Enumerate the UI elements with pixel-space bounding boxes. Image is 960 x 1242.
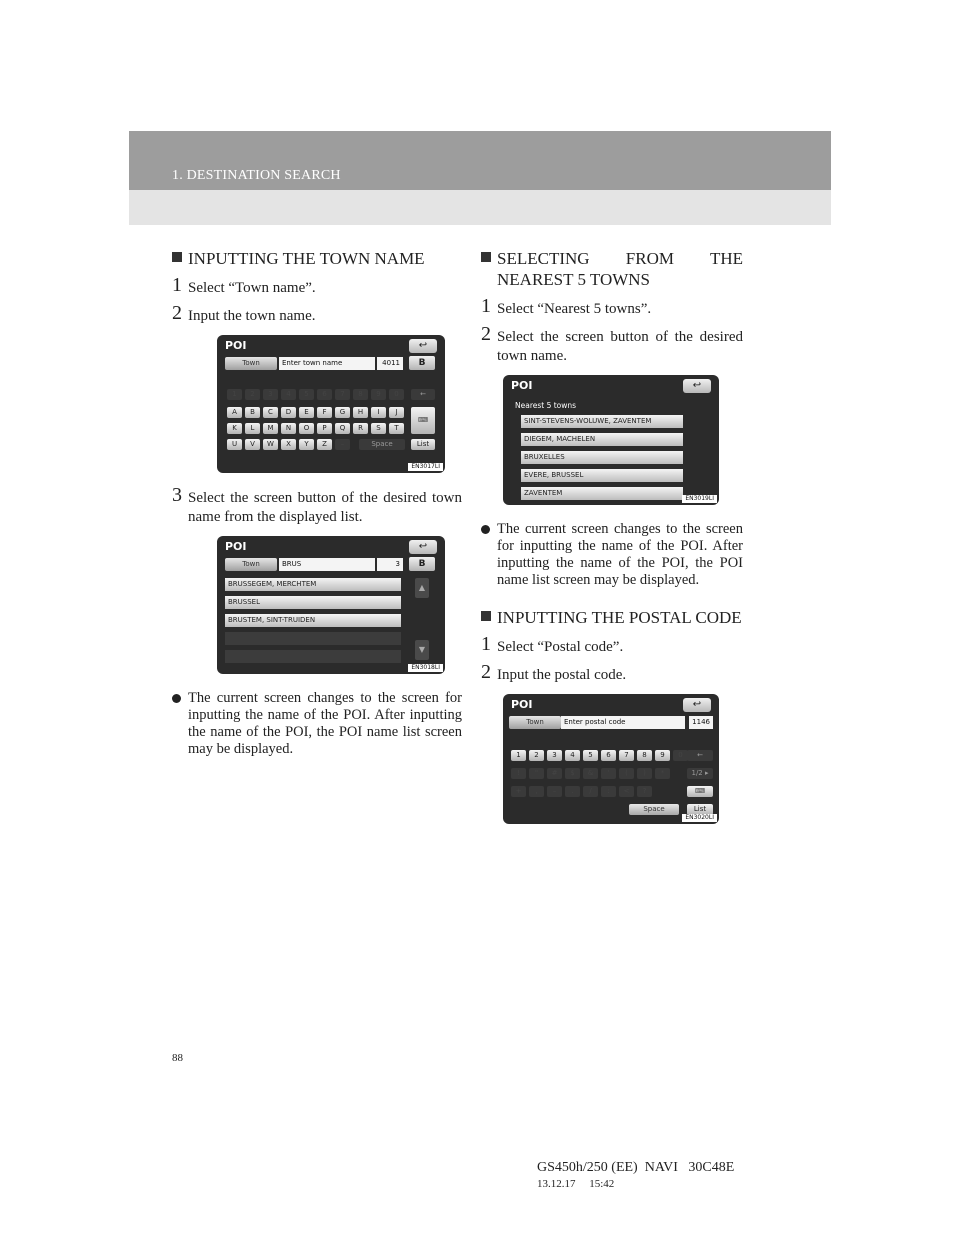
key[interactable]: E bbox=[299, 407, 314, 418]
town-button[interactable]: SINT-STEVENS-WOLUWE, ZAVENTEM bbox=[521, 415, 683, 428]
digit-row bbox=[511, 750, 688, 761]
town-button[interactable]: Town bbox=[225, 558, 277, 571]
key[interactable]: R bbox=[353, 423, 368, 434]
screen-title: POI bbox=[511, 379, 533, 392]
figure-code: EN3018LI bbox=[408, 664, 443, 672]
town-button[interactable]: Town bbox=[225, 357, 277, 370]
town-button[interactable]: Town bbox=[509, 716, 561, 729]
list-item-empty bbox=[225, 650, 401, 663]
key[interactable]: G bbox=[335, 407, 350, 418]
backspace-icon[interactable]: ← bbox=[411, 389, 435, 400]
key[interactable]: 1 bbox=[227, 389, 242, 400]
figure-code: EN3019LI bbox=[682, 495, 717, 503]
key[interactable]: B bbox=[245, 407, 260, 418]
key[interactable]: X bbox=[281, 439, 296, 450]
space-button[interactable]: Space bbox=[629, 804, 679, 815]
heading-postal-code: INPUTTING THE POSTAL CODE bbox=[481, 607, 743, 628]
key[interactable]: N bbox=[281, 423, 296, 434]
list-item[interactable]: BRUSSEGEM, MERCHTEM bbox=[225, 578, 401, 591]
key[interactable]: . bbox=[565, 786, 580, 797]
key[interactable]: 7 bbox=[335, 389, 350, 400]
key[interactable]: # bbox=[547, 768, 562, 779]
key[interactable]: , bbox=[529, 786, 544, 797]
screen-title: POI bbox=[225, 540, 247, 553]
key[interactable]: 9 bbox=[655, 750, 670, 761]
symbol-row-2 bbox=[511, 786, 652, 797]
list-button[interactable]: List bbox=[687, 804, 713, 815]
key[interactable]: V bbox=[245, 439, 260, 450]
step-2: 2 Select the screen button of the desired town name. bbox=[481, 323, 743, 364]
key[interactable]: 1 bbox=[511, 750, 526, 761]
key[interactable]: 3 bbox=[547, 750, 562, 761]
digit-row bbox=[227, 389, 404, 400]
left-column bbox=[172, 248, 462, 768]
key[interactable]: L bbox=[245, 423, 260, 434]
step-3: 3 Select the screen button of the desired town name from the displayed list. bbox=[172, 484, 462, 525]
key[interactable]: 6 bbox=[317, 389, 332, 400]
postal-code-input[interactable]: Enter postal code bbox=[561, 716, 685, 729]
key[interactable]: Z bbox=[317, 439, 332, 450]
key[interactable]: Q bbox=[335, 423, 350, 434]
screen-title: POI bbox=[225, 339, 247, 352]
key[interactable]: / bbox=[583, 786, 598, 797]
key[interactable]: * bbox=[655, 768, 670, 779]
key[interactable]: D bbox=[281, 407, 296, 418]
key[interactable]: 0 bbox=[389, 389, 404, 400]
page-toggle-button[interactable]: 1/2 ▸ bbox=[687, 768, 713, 779]
key[interactable]: $ bbox=[565, 768, 580, 779]
back-icon[interactable]: ↩ bbox=[409, 339, 437, 353]
bullet-dot-icon bbox=[172, 694, 181, 703]
key[interactable]: ( bbox=[619, 768, 634, 779]
alphabet-toggle-button[interactable]: B bbox=[409, 557, 435, 571]
screen-subtitle: Nearest 5 towns bbox=[515, 401, 577, 410]
step-1: 1 Select “Nearest 5 towns”. bbox=[481, 295, 652, 317]
result-count: 1146 bbox=[689, 716, 713, 729]
result-count: 3 bbox=[377, 558, 403, 571]
screenshot-postal-code-entry bbox=[503, 694, 719, 824]
key[interactable]: < bbox=[619, 786, 634, 797]
screenshot-nearest-towns bbox=[503, 375, 719, 505]
heading-nearest-towns: SELECTING FROM THE NEAREST 5 TOWNS bbox=[481, 248, 743, 290]
step-1: 1 Select “Town name”. bbox=[172, 274, 316, 296]
keyboard-icon[interactable]: ⌨ bbox=[687, 786, 713, 797]
key[interactable]: T bbox=[389, 423, 404, 434]
heading-town-name: INPUTTING THE TOWN NAME bbox=[172, 248, 462, 269]
note-bullet: The current screen changes to the screen for inputting the name of the POI. After inputting the name of the POI, the POI name list screen may be displayed. bbox=[481, 521, 743, 589]
key[interactable]: ' bbox=[601, 768, 616, 779]
symbol-row-1 bbox=[511, 768, 670, 779]
key[interactable]: A bbox=[227, 407, 242, 418]
keyboard-icon[interactable]: ⌨ bbox=[411, 407, 435, 434]
key[interactable]: U bbox=[227, 439, 242, 450]
key[interactable]: 2 bbox=[245, 389, 260, 400]
key[interactable]: Y bbox=[299, 439, 314, 450]
space-button[interactable]: Space bbox=[359, 439, 405, 450]
key[interactable]: 6 bbox=[601, 750, 616, 761]
scroll-down-icon[interactable]: ▼ bbox=[415, 640, 429, 660]
key[interactable]: I bbox=[371, 407, 386, 418]
key[interactable]: C bbox=[263, 407, 278, 418]
key[interactable]: S bbox=[371, 423, 386, 434]
screenshot-town-entry bbox=[217, 335, 445, 473]
figure-code: EN3017LI bbox=[408, 463, 443, 471]
scroll-up-icon[interactable]: ▲ bbox=[415, 578, 429, 598]
list-item[interactable]: BRUSTEM, SINT-TRUIDEN bbox=[225, 614, 401, 627]
bullet-dot-icon bbox=[481, 525, 490, 534]
key[interactable]: ) bbox=[637, 768, 652, 779]
alphabet-toggle-button[interactable]: B bbox=[409, 356, 435, 370]
back-icon[interactable]: ↩ bbox=[683, 379, 711, 393]
header-subband bbox=[129, 190, 831, 225]
step-2: 2 Input the postal code. bbox=[481, 661, 627, 683]
town-button[interactable]: EVERE, BRUSSEL bbox=[521, 469, 683, 482]
key[interactable]: 8 bbox=[637, 750, 652, 761]
backspace-icon[interactable]: ← bbox=[687, 750, 713, 761]
back-icon[interactable]: ↩ bbox=[409, 540, 437, 554]
page-number: 88 bbox=[172, 1052, 183, 1064]
section-title: 1. DESTINATION SEARCH bbox=[172, 168, 341, 183]
back-icon[interactable]: ↩ bbox=[683, 698, 711, 712]
step-2: 2 Input the town name. bbox=[172, 302, 316, 324]
key[interactable]: 7 bbox=[619, 750, 634, 761]
key[interactable]: 8 bbox=[353, 389, 368, 400]
key[interactable]: 0 bbox=[673, 750, 688, 761]
letter-row-a bbox=[227, 407, 404, 418]
key[interactable]: F bbox=[317, 407, 332, 418]
figure-code: EN3020LI bbox=[682, 814, 717, 822]
key[interactable]: 2 bbox=[529, 750, 544, 761]
key[interactable]: 4 bbox=[281, 389, 296, 400]
key[interactable]: P bbox=[317, 423, 332, 434]
town-input[interactable]: BRUS bbox=[279, 558, 375, 571]
square-bullet-icon bbox=[172, 252, 182, 262]
town-button[interactable]: ZAVENTEM bbox=[521, 487, 683, 500]
key[interactable]: 5 bbox=[299, 389, 314, 400]
result-count: 4011 bbox=[377, 357, 403, 370]
key[interactable]: + bbox=[511, 786, 526, 797]
key[interactable]: : bbox=[601, 786, 616, 797]
key[interactable]: 5 bbox=[583, 750, 598, 761]
note-bullet: The current screen changes to the screen for inputting the name of the POI. After inputting the name of the POI, the POI name list screen may be displayed. bbox=[172, 690, 462, 758]
key[interactable]: M bbox=[263, 423, 278, 434]
town-button[interactable]: BRUXELLES bbox=[521, 451, 683, 464]
right-column bbox=[481, 248, 743, 840]
letter-row-u bbox=[227, 439, 350, 450]
key[interactable]: – bbox=[335, 439, 350, 450]
square-bullet-icon bbox=[481, 611, 491, 621]
list-item[interactable]: BRUSSEL bbox=[225, 596, 401, 609]
key[interactable]: K bbox=[227, 423, 242, 434]
key[interactable]: 3 bbox=[263, 389, 278, 400]
list-item-empty bbox=[225, 632, 401, 645]
town-input[interactable]: Enter town name bbox=[279, 357, 375, 370]
key[interactable]: H bbox=[353, 407, 368, 418]
print-timestamp: 13.12.17 15:42 bbox=[537, 1178, 615, 1190]
step-1: 1 Select “Postal code”. bbox=[481, 633, 624, 655]
key[interactable]: W bbox=[263, 439, 278, 450]
town-button[interactable]: DIEGEM, MACHELEN bbox=[521, 433, 683, 446]
key[interactable]: 9 bbox=[371, 389, 386, 400]
letter-row-k bbox=[227, 423, 404, 434]
key[interactable]: ! bbox=[511, 768, 526, 779]
key[interactable]: & bbox=[583, 768, 598, 779]
list-button[interactable]: List bbox=[411, 439, 435, 450]
key[interactable]: J bbox=[389, 407, 404, 418]
screen-title: POI bbox=[511, 698, 533, 711]
key[interactable]: – bbox=[547, 786, 562, 797]
screenshot-town-list bbox=[217, 536, 445, 674]
key[interactable]: ? bbox=[637, 786, 652, 797]
key[interactable]: O bbox=[299, 423, 314, 434]
key[interactable]: " bbox=[529, 768, 544, 779]
model-code: GS450h/250 (EE) NAVI 30C48E bbox=[537, 1160, 735, 1175]
square-bullet-icon bbox=[481, 252, 491, 262]
key[interactable]: 4 bbox=[565, 750, 580, 761]
